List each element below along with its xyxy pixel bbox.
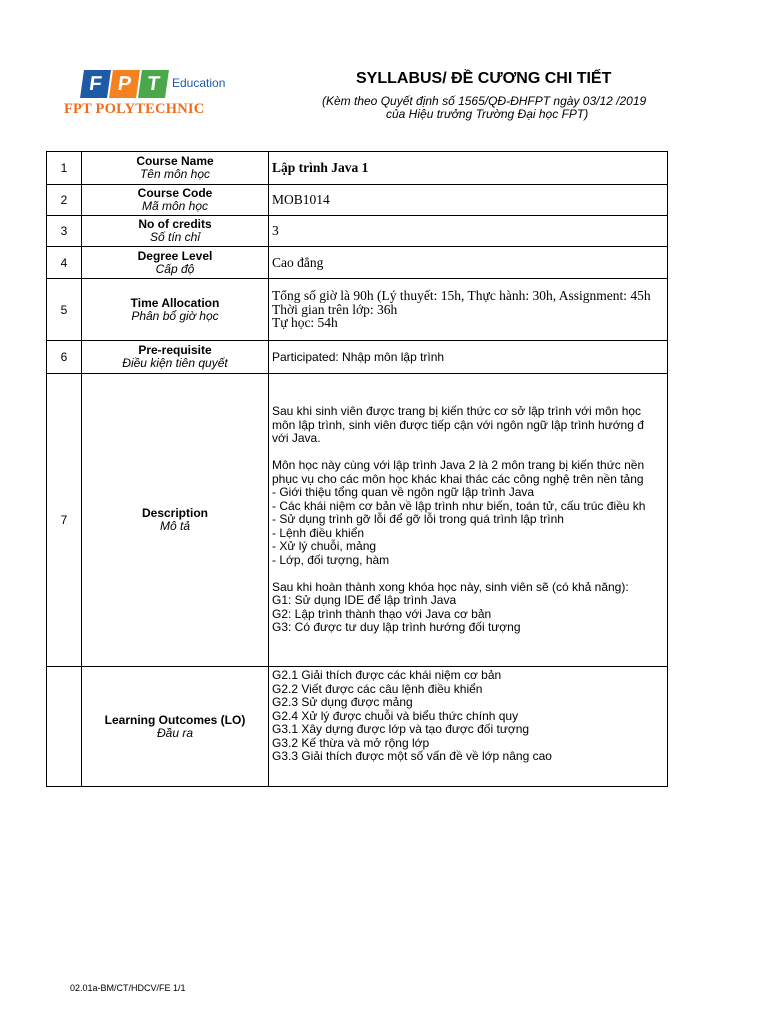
- outcome-line: G2.2 Viết được các câu lệnh điều khiển: [272, 681, 483, 696]
- field-label-en: Degree Level: [137, 248, 213, 263]
- description-line: G2: Lập trình thành thạo với Java cơ bản: [272, 606, 492, 621]
- field-label-vi: Số tín chỉ: [149, 230, 201, 244]
- description-line: - Lệnh điều khiển: [272, 525, 365, 540]
- description-line: G1: Sử dụng IDE để lập trình Java: [272, 593, 457, 608]
- field-label-en: Course Name: [136, 154, 214, 168]
- field-label-vi: Điều kiện tiên quyết: [122, 356, 228, 370]
- row-number: 6: [47, 341, 82, 374]
- description-line: - Xử lý chuỗi, mảng: [272, 539, 377, 554]
- field-label-vi: Tên môn học: [139, 167, 211, 181]
- field-label-en: No of credits: [138, 217, 212, 231]
- table-row-time-allocation: [47, 279, 668, 341]
- fpt-logo-mark: [82, 70, 167, 98]
- field-value: MOB1014: [269, 185, 668, 216]
- description-line: G3: Có được tư duy lập trình hướng đối tượng: [272, 620, 521, 635]
- table-row-course-name: [47, 152, 668, 185]
- time-line: Tự học: 54h: [272, 315, 338, 331]
- fpt-education-logo: [64, 68, 244, 128]
- outcome-line: G3.2 Kế thừa và mở rộng lớp: [272, 735, 430, 750]
- table-row-course-code: [47, 185, 668, 216]
- outcome-line: G2.1 Giải thích được các khái niệm cơ bản: [272, 668, 502, 682]
- field-label-en: Pre-requisite: [138, 343, 212, 357]
- field-label: [82, 185, 269, 216]
- field-value: 3: [269, 216, 668, 247]
- logo-letter-p: P: [109, 70, 140, 98]
- row-number: 4: [47, 247, 82, 279]
- table-row-prerequisite: [47, 341, 668, 374]
- time-line: Tổng số giờ là 90h (Lý thuyết: 15h, Thực hành: 30h, Assignment: 45h: [272, 288, 651, 304]
- document-subtitle-line2: của Hiệu trưởng Trường Đại học FPT): [386, 107, 589, 121]
- field-label: [82, 374, 269, 667]
- field-label-en: Learning Outcomes (LO): [104, 712, 246, 727]
- description-line: - Các khái niệm cơ bản về lập trình như biến, toán tử, cấu trúc điều kh: [272, 498, 646, 513]
- field-label-vi: Cấp độ: [155, 261, 195, 276]
- field-label: [82, 216, 269, 247]
- description-line: với Java.: [272, 431, 321, 446]
- field-value: [269, 279, 668, 341]
- syllabus-table: [46, 151, 668, 787]
- row-number: 3: [47, 216, 82, 247]
- form-code-footer: 02.01a-BM/CT/HDCV/FE 1/1: [70, 983, 186, 993]
- field-value: [269, 374, 668, 667]
- outcome-line: G2.3 Sử dụng được mảng: [272, 695, 413, 709]
- field-label-en: Time Allocation: [130, 295, 220, 310]
- field-value: Cao đẳng: [269, 247, 668, 279]
- logo-education-text: Education: [172, 76, 226, 90]
- table-row-learning-outcomes: [47, 667, 668, 787]
- field-value: Participated: Nhập môn lập trình: [269, 341, 668, 374]
- outcome-line: G3.1 Xây dựng được lớp và tạo được đối tượng: [272, 722, 530, 736]
- field-label: [82, 667, 269, 787]
- field-label: [82, 279, 269, 341]
- description-line: Sau khi hoàn thành xong khóa học này, sinh viên sẽ (có khả năng):: [272, 579, 629, 594]
- outcome-line: G3.3 Giải thích được một số vấn đề về lớp nâng cao: [272, 749, 552, 763]
- description-line: Sau khi sinh viên được trang bị kiến thức cơ sở lập trình với môn học: [272, 404, 642, 419]
- description-spacer: [272, 567, 667, 581]
- field-value: Lập trình Java 1: [269, 152, 668, 185]
- field-label-vi: Phân bổ giờ học: [131, 308, 219, 323]
- row-number: 2: [47, 185, 82, 216]
- field-label: [82, 247, 269, 279]
- field-label-vi: Đầu ra: [156, 725, 194, 740]
- table-row-credits: [47, 216, 668, 247]
- logo-letter-f: F: [80, 70, 111, 98]
- document-subtitle-line1: (Kèm theo Quyết định số 1565/QĐ-ĐHFPT ngày 03/12 /2019: [322, 94, 647, 108]
- logo-letter-t: T: [138, 70, 169, 98]
- document-title: SYLLABUS/ ĐỀ CƯƠNG CHI TIẾT: [356, 70, 612, 87]
- field-value: [269, 667, 668, 787]
- description-spacer: [272, 446, 667, 460]
- row-number: 5: [47, 279, 82, 341]
- description-line: - Lớp, đối tượng, hàm: [272, 552, 390, 567]
- description-line: môn lập trình, sinh viên được tiếp cận với ngôn ngữ lập trình hướng đ: [272, 417, 644, 432]
- row-number: 7: [47, 374, 82, 667]
- description-line: phục vụ cho các môn học khác khai thác các công nghệ trên nền tảng: [272, 471, 644, 486]
- description-line: - Giới thiệu tổng quan về ngôn ngữ lập trình Java: [272, 485, 535, 500]
- row-number: 1: [47, 152, 82, 185]
- field-label: [82, 341, 269, 374]
- description-line: - Sử dụng trình gỡ lỗi để gỡ lỗi trong quá trình lập trình: [272, 512, 564, 527]
- description-line: Môn học này cùng với lập trình Java 2 là 2 môn trang bị kiến thức nền: [272, 458, 645, 473]
- logo-polytechnic-text: FPT POLYTECHNIC: [64, 101, 205, 117]
- outcome-line: G2.4 Xử lý được chuỗi và biểu thức chính quy: [272, 708, 519, 723]
- table-row-degree-level: [47, 247, 668, 279]
- field-label: [82, 152, 269, 185]
- field-label-en: Course Code: [137, 186, 213, 200]
- table-row-description: [47, 374, 668, 667]
- field-label-vi: Mã môn học: [141, 199, 209, 213]
- row-number: [47, 667, 82, 787]
- time-line: Thời gian trên lớp: 36h: [272, 301, 398, 317]
- field-label-en: Description: [141, 506, 208, 520]
- field-label-vi: Mô tả: [159, 519, 190, 533]
